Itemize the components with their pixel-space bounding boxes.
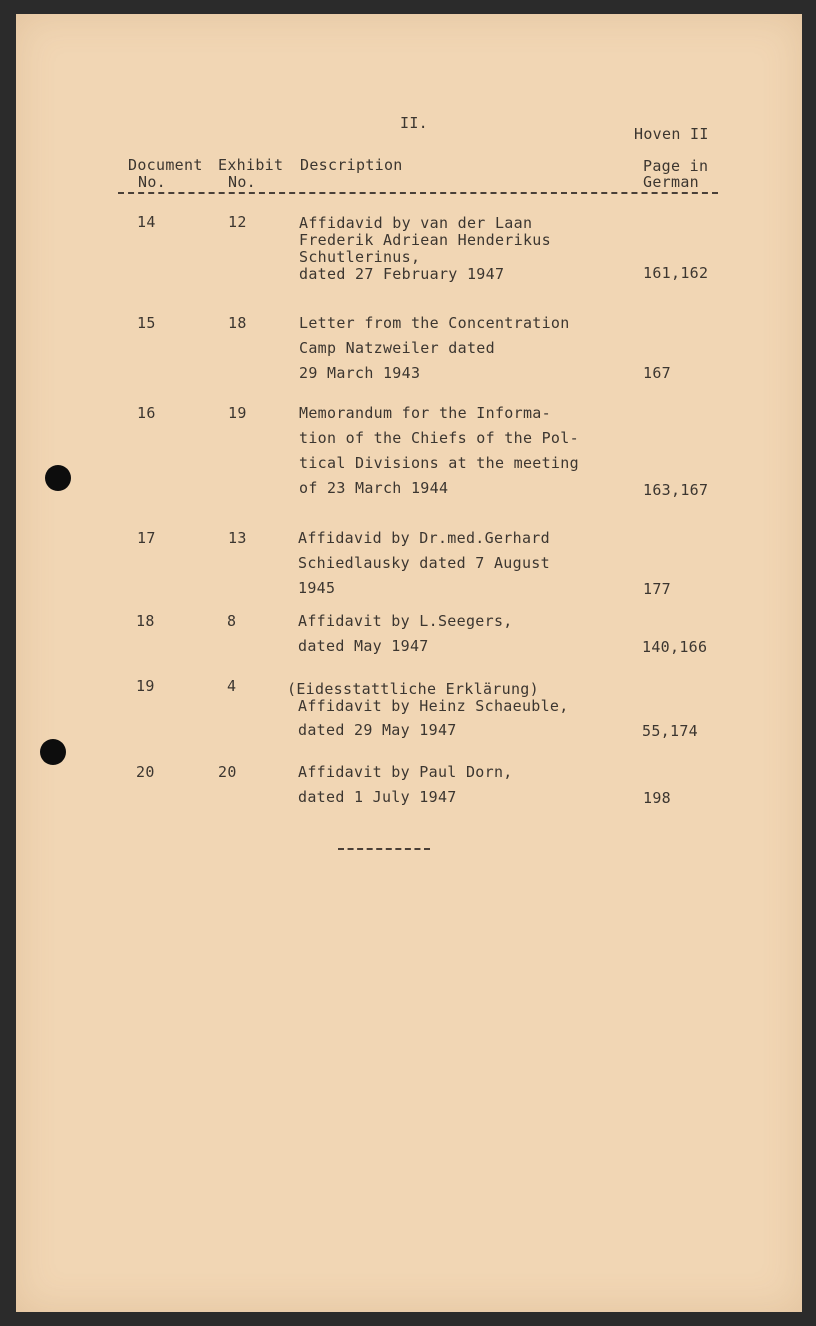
column-header-description: Description: [300, 156, 403, 174]
row-description-line: Affidavid by Dr.med.Gerhard: [298, 529, 550, 547]
row-document-no: 17: [137, 529, 156, 547]
row-page-in-german: 198: [643, 789, 671, 807]
row-description-line: tion of the Chiefs of the Pol-: [299, 429, 579, 447]
column-header-document: Document: [128, 156, 203, 174]
column-header-exhibit: Exhibit: [218, 156, 284, 174]
row-description-line: Affidavit by L.Seegers,: [298, 612, 513, 630]
row-description-line: tical Divisions at the meeting: [299, 454, 579, 472]
column-header-document-no: No.: [138, 173, 166, 191]
row-document-no: 16: [137, 404, 156, 422]
row-description-line: dated 27 February 1947: [299, 265, 505, 283]
row-page-in-german: 177: [643, 580, 671, 598]
row-document-no: 18: [136, 612, 155, 630]
row-document-no: 19: [136, 677, 155, 695]
page-number: II.: [400, 114, 428, 132]
row-description-line: Frederik Adriean Henderikus: [299, 231, 551, 249]
row-description-line: Affidavit by Heinz Schaeuble,: [298, 697, 569, 715]
row-description-line: of 23 March 1944: [299, 479, 449, 497]
row-exhibit-no: 20: [218, 763, 237, 781]
row-document-no: 20: [136, 763, 155, 781]
row-exhibit-no: 13: [228, 529, 247, 547]
row-page-in-german: 55,174: [642, 722, 698, 740]
case-reference: Hoven II: [634, 125, 709, 143]
row-page-in-german: 161,162: [643, 264, 709, 282]
document-page: [16, 14, 802, 1312]
row-description-line: Affidavid by van der Laan: [299, 214, 533, 232]
row-exhibit-no: 19: [228, 404, 247, 422]
row-page-in-german: 167: [643, 364, 671, 382]
row-page-in-german: 140,166: [642, 638, 708, 656]
row-description-line: Camp Natzweiler dated: [299, 339, 495, 357]
row-description-line: dated May 1947: [298, 637, 429, 655]
end-of-list-divider: [338, 848, 430, 850]
row-description-line: Memorandum for the Informa-: [299, 404, 551, 422]
row-exhibit-no: 18: [228, 314, 247, 332]
column-header-page-in: Page in: [643, 157, 709, 175]
row-document-no: 14: [137, 213, 156, 231]
header-divider: [118, 192, 718, 194]
row-description-line: Letter from the Concentration: [299, 314, 570, 332]
row-description-line: 29 March 1943: [299, 364, 421, 382]
row-exhibit-no: 12: [228, 213, 247, 231]
row-description-line: Affidavit by Paul Dorn,: [298, 763, 513, 781]
row-document-no: 15: [137, 314, 156, 332]
row-description-line: (Eidesstattliche Erklärung): [287, 680, 539, 698]
punch-hole: [40, 739, 66, 765]
row-exhibit-no: 8: [227, 612, 237, 630]
punch-hole: [45, 465, 71, 491]
row-page-in-german: 163,167: [643, 481, 709, 499]
row-description-line: dated 29 May 1947: [298, 721, 457, 739]
row-exhibit-no: 4: [227, 677, 237, 695]
column-header-german: German: [643, 173, 699, 191]
column-header-exhibit-no: No.: [228, 173, 256, 191]
row-description-line: Schutlerinus,: [299, 248, 421, 266]
row-description-line: Schiedlausky dated 7 August: [298, 554, 550, 572]
row-description-line: dated 1 July 1947: [298, 788, 457, 806]
row-description-line: 1945: [298, 579, 336, 597]
